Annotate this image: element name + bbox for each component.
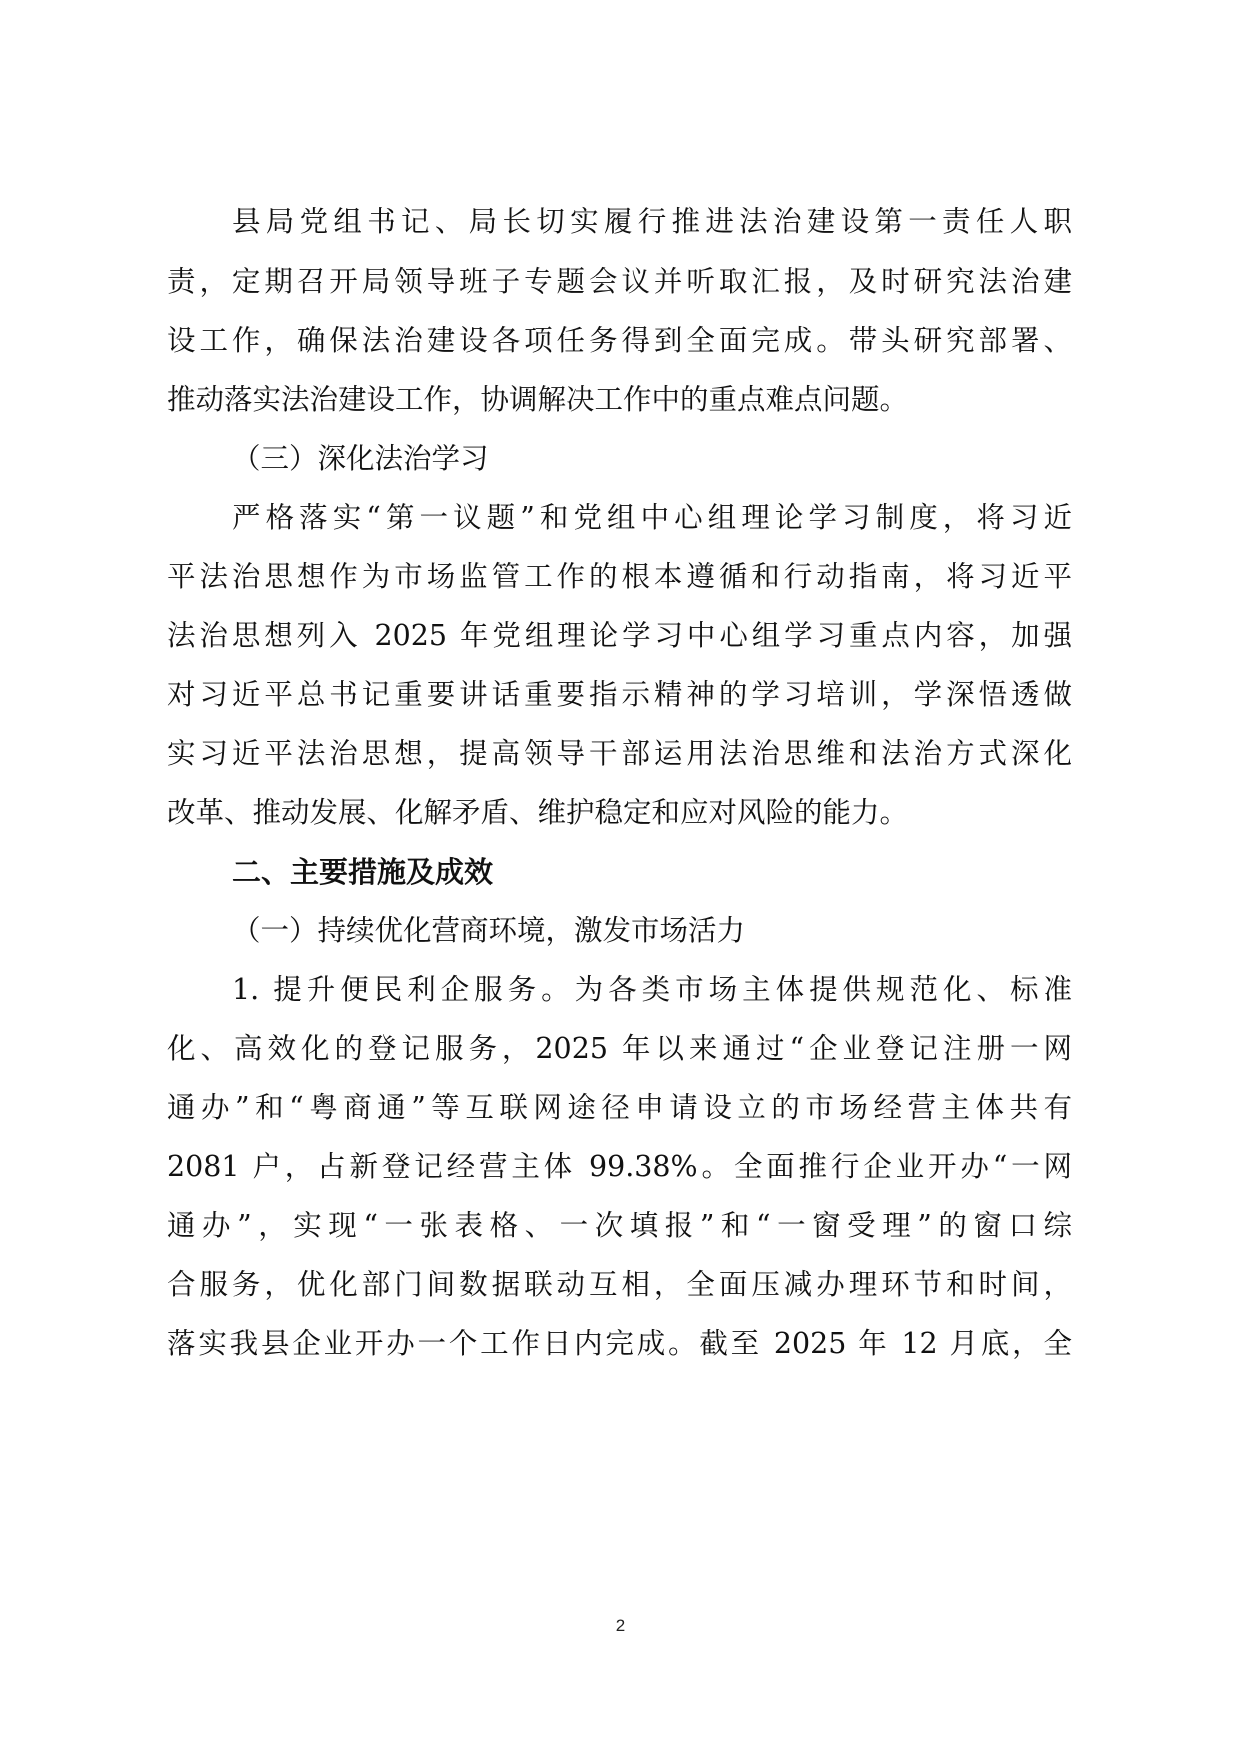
paragraph-line: 平法治思想作为市场监管工作的根本遵循和行动指南，将习近平 [167,560,1072,593]
paragraph-line: 严格落实“第一议题”和党组中心组理论学习制度，将习近 [232,501,1072,534]
subsection-heading: （三）深化法治学习 [232,442,489,475]
paragraph-line: 设工作，确保法治建设各项任务得到全面完成。带头研究部署、 [167,324,1072,357]
paragraph-line: 对习近平总书记重要讲话重要指示精神的学习培训，学深悟透做 [167,678,1072,711]
paragraph-line: 化、高效化的登记服务，2025 年以来通过“企业登记注册一网 [167,1032,1072,1065]
section-heading: 二、主要措施及成效 [232,855,494,889]
paragraph-line: 1. 提升便民利企服务。为各类市场主体提供规范化、标准 [232,973,1072,1006]
paragraph-line: 落实我县企业开办一个工作日内完成。截至 2025 年 12 月底，全 [167,1327,1072,1360]
paragraph-line: 责，定期召开局领导班子专题会议并听取汇报，及时研究法治建 [167,265,1072,298]
paragraph-line: 通办”，实现“一张表格、一次填报”和“一窗受理”的窗口综 [167,1209,1072,1242]
paragraph-line: 通办”和“粤商通”等互联网途径申请设立的市场经营主体共有 [167,1091,1072,1124]
paragraph-line: 实习近平法治思想，提高领导干部运用法治思维和法治方式深化 [167,737,1072,770]
page-number: 2 [615,1616,626,1635]
paragraph-line: 2081 户，占新登记经营主体 99.38%。全面推行企业开办“一网 [167,1150,1072,1183]
paragraph-line: 合服务，优化部门间数据联动互相，全面压减办理环节和时间， [167,1268,1072,1301]
paragraph-line: 县局党组书记、局长切实履行推进法治建设第一责任人职 [232,205,1072,238]
paragraph-line: 法治思想列入 2025 年党组理论学习中心组学习重点内容，加强 [167,619,1072,652]
paragraph-line: 改革、推动发展、化解矛盾、维护稳定和应对风险的能力。 [167,796,909,829]
paragraph-line: 推动落实法治建设工作，协调解决工作中的重点难点问题。 [167,383,909,416]
subsection-heading: （一）持续优化营商环境，激发市场活力 [232,914,746,947]
